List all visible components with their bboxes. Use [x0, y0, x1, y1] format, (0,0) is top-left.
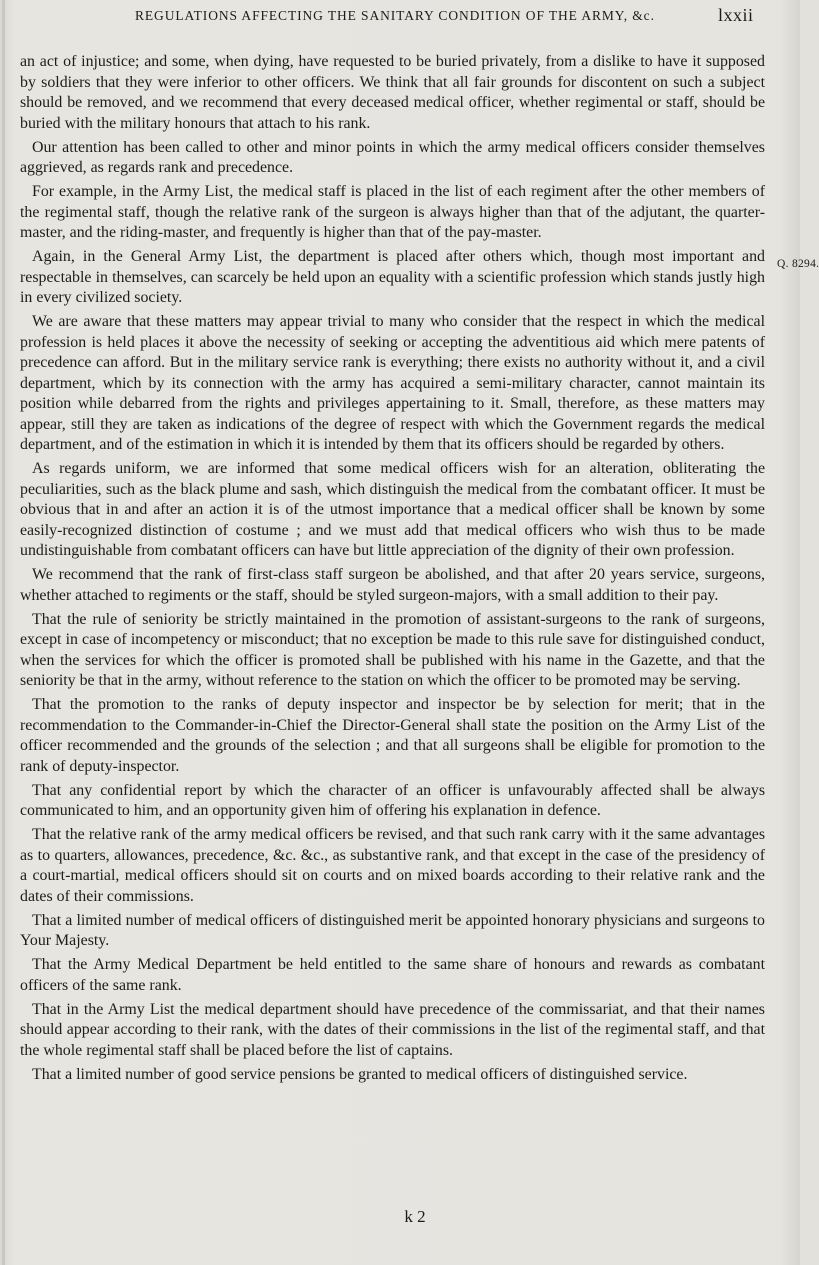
- paragraph: Our attention has been called to other and minor points in which the army medical officers consider themselves aggrieved, as regards rank and precedence.: [20, 138, 765, 176]
- paragraph: That any confidential report by which the character of an officer is unfavourably affected shall be always communicated to him, and an opportunity given him of offering his explanation in defence.: [20, 781, 765, 819]
- paragraph: That a limited number of medical officers of distinguished merit be appointed honorary physicians and surgeons to Your Majesty.: [20, 911, 765, 949]
- page-edge-shadow: [2, 0, 5, 1265]
- paragraph: That the rule of seniority be strictly maintained in the promotion of assistant-surgeons to the rank of surgeons, except in case of incompetency or misconduct; that no exception be made to this rule save for distinguished conduct, when the services for which the officer is promoted shall be published with his name in the Gazette, and that the seniority be that in the army, without reference to the station on which the officer to be promoted may be serving.: [20, 610, 765, 689]
- paragraph: As regards uniform, we are informed that some medical officers wish for an alteration, obliterating the peculiarities, such as the black plume and sash, which distinguish the medical from the combatant officer. It must be obvious that in and after an action it is of the utmost importance that a medical officer shall be known by some easily-recognized distinction of costume ; and we must add that medical officers who wish thus to be made undistinguishable from combatant officers can have but little appreciation of the dignity of their own profession.: [20, 460, 765, 559]
- paragraph: We recommend that the rank of first-class staff surgeon be abolished, and that after 20 years service, surgeons, whether attached to regiments or the staff, should be styled surgeon-majors, with a small addition to their pay.: [20, 566, 765, 604]
- margin-question-reference: Q. 8294.: [777, 258, 819, 270]
- paragraph: We are aware that these matters may appear trivial to many who consider that the respect in which the medical profession is held places it above the necessity of seeking or accepting the adventitious aid which mere patents of precedence can afford. But in the military service rank is everything; there exists no authority without it, and a civil department, which by its connection with the army has acquired a semi-military character, cannot maintain its position while debarred from the rights and privileges appertaining to it. Small, therefore, as these matters may appear, still they are taken as indications of the degree of respect with which the Government regards the medical department, and of the estimation in which it is intended by them that its officers should be regarded by others.: [20, 313, 765, 453]
- running-title: REGULATIONS AFFECTING THE SANITARY CONDITION OF THE ARMY, &c.: [135, 8, 655, 23]
- paragraph: an act of injustice; and some, when dying, have requested to be buried privately, from a dislike to have it supposed by soldiers that they were inferior to other officers. We think that all fair grounds for discontent on such a subject should be removed, and we recommend that every deceased medical officer, whether regimental or staff, should be buried with the military honours that attach to his rank.: [20, 53, 765, 132]
- paragraph: That the Army Medical Department be held entitled to the same share of honours and rewards as combatant officers of the same rank.: [20, 956, 765, 994]
- paragraph: That a limited number of good service pensions be granted to medical officers of distinguished service.: [32, 1065, 688, 1083]
- page-number: lxxii: [718, 5, 754, 25]
- body-text: [20, 52, 765, 1089]
- paragraph: Again, in the General Army List, the department is placed after others which, though most important and respectable in themselves, can scarcely be held upon an equality with a scientific profession which stands justly high in every civilized society.: [20, 248, 765, 306]
- signature-mark: k 2: [404, 1207, 426, 1226]
- paragraph: That the promotion to the ranks of deputy inspector and inspector be by selection for merit; that in the recommendation to the Commander-in-Chief the Director-General shall state the position on the Army List of the officer recommended and the grounds of the selection ; and that all surgeons shall be eligible for promotion to the rank of deputy-inspector.: [20, 696, 765, 775]
- paragraph: For example, in the Army List, the medical staff is placed in the list of each regiment after the other members of the regimental staff, though the relative rank of the surgeon is always higher than that of the adjutant, the quarter-master, and the riding-master, and frequently is higher than that of the pay-master.: [20, 183, 765, 241]
- paragraph: That the relative rank of the army medical officers be revised, and that such rank carry with it the same advantages as to quarters, allowances, precedence, &c. &c., as substantive rank, and that except in the case of the presidency of a court-martial, medical officers should sit on courts and on mixed boards according to their relative rank and the dates of their commissions.: [20, 826, 765, 905]
- paragraph: That in the Army List the medical department should have precedence of the commissariat, and that their names should appear according to their rank, with the dates of their commissions in the list of the regimental staff, and that the whole regimental staff shall be placed before the list of captains.: [20, 1000, 765, 1059]
